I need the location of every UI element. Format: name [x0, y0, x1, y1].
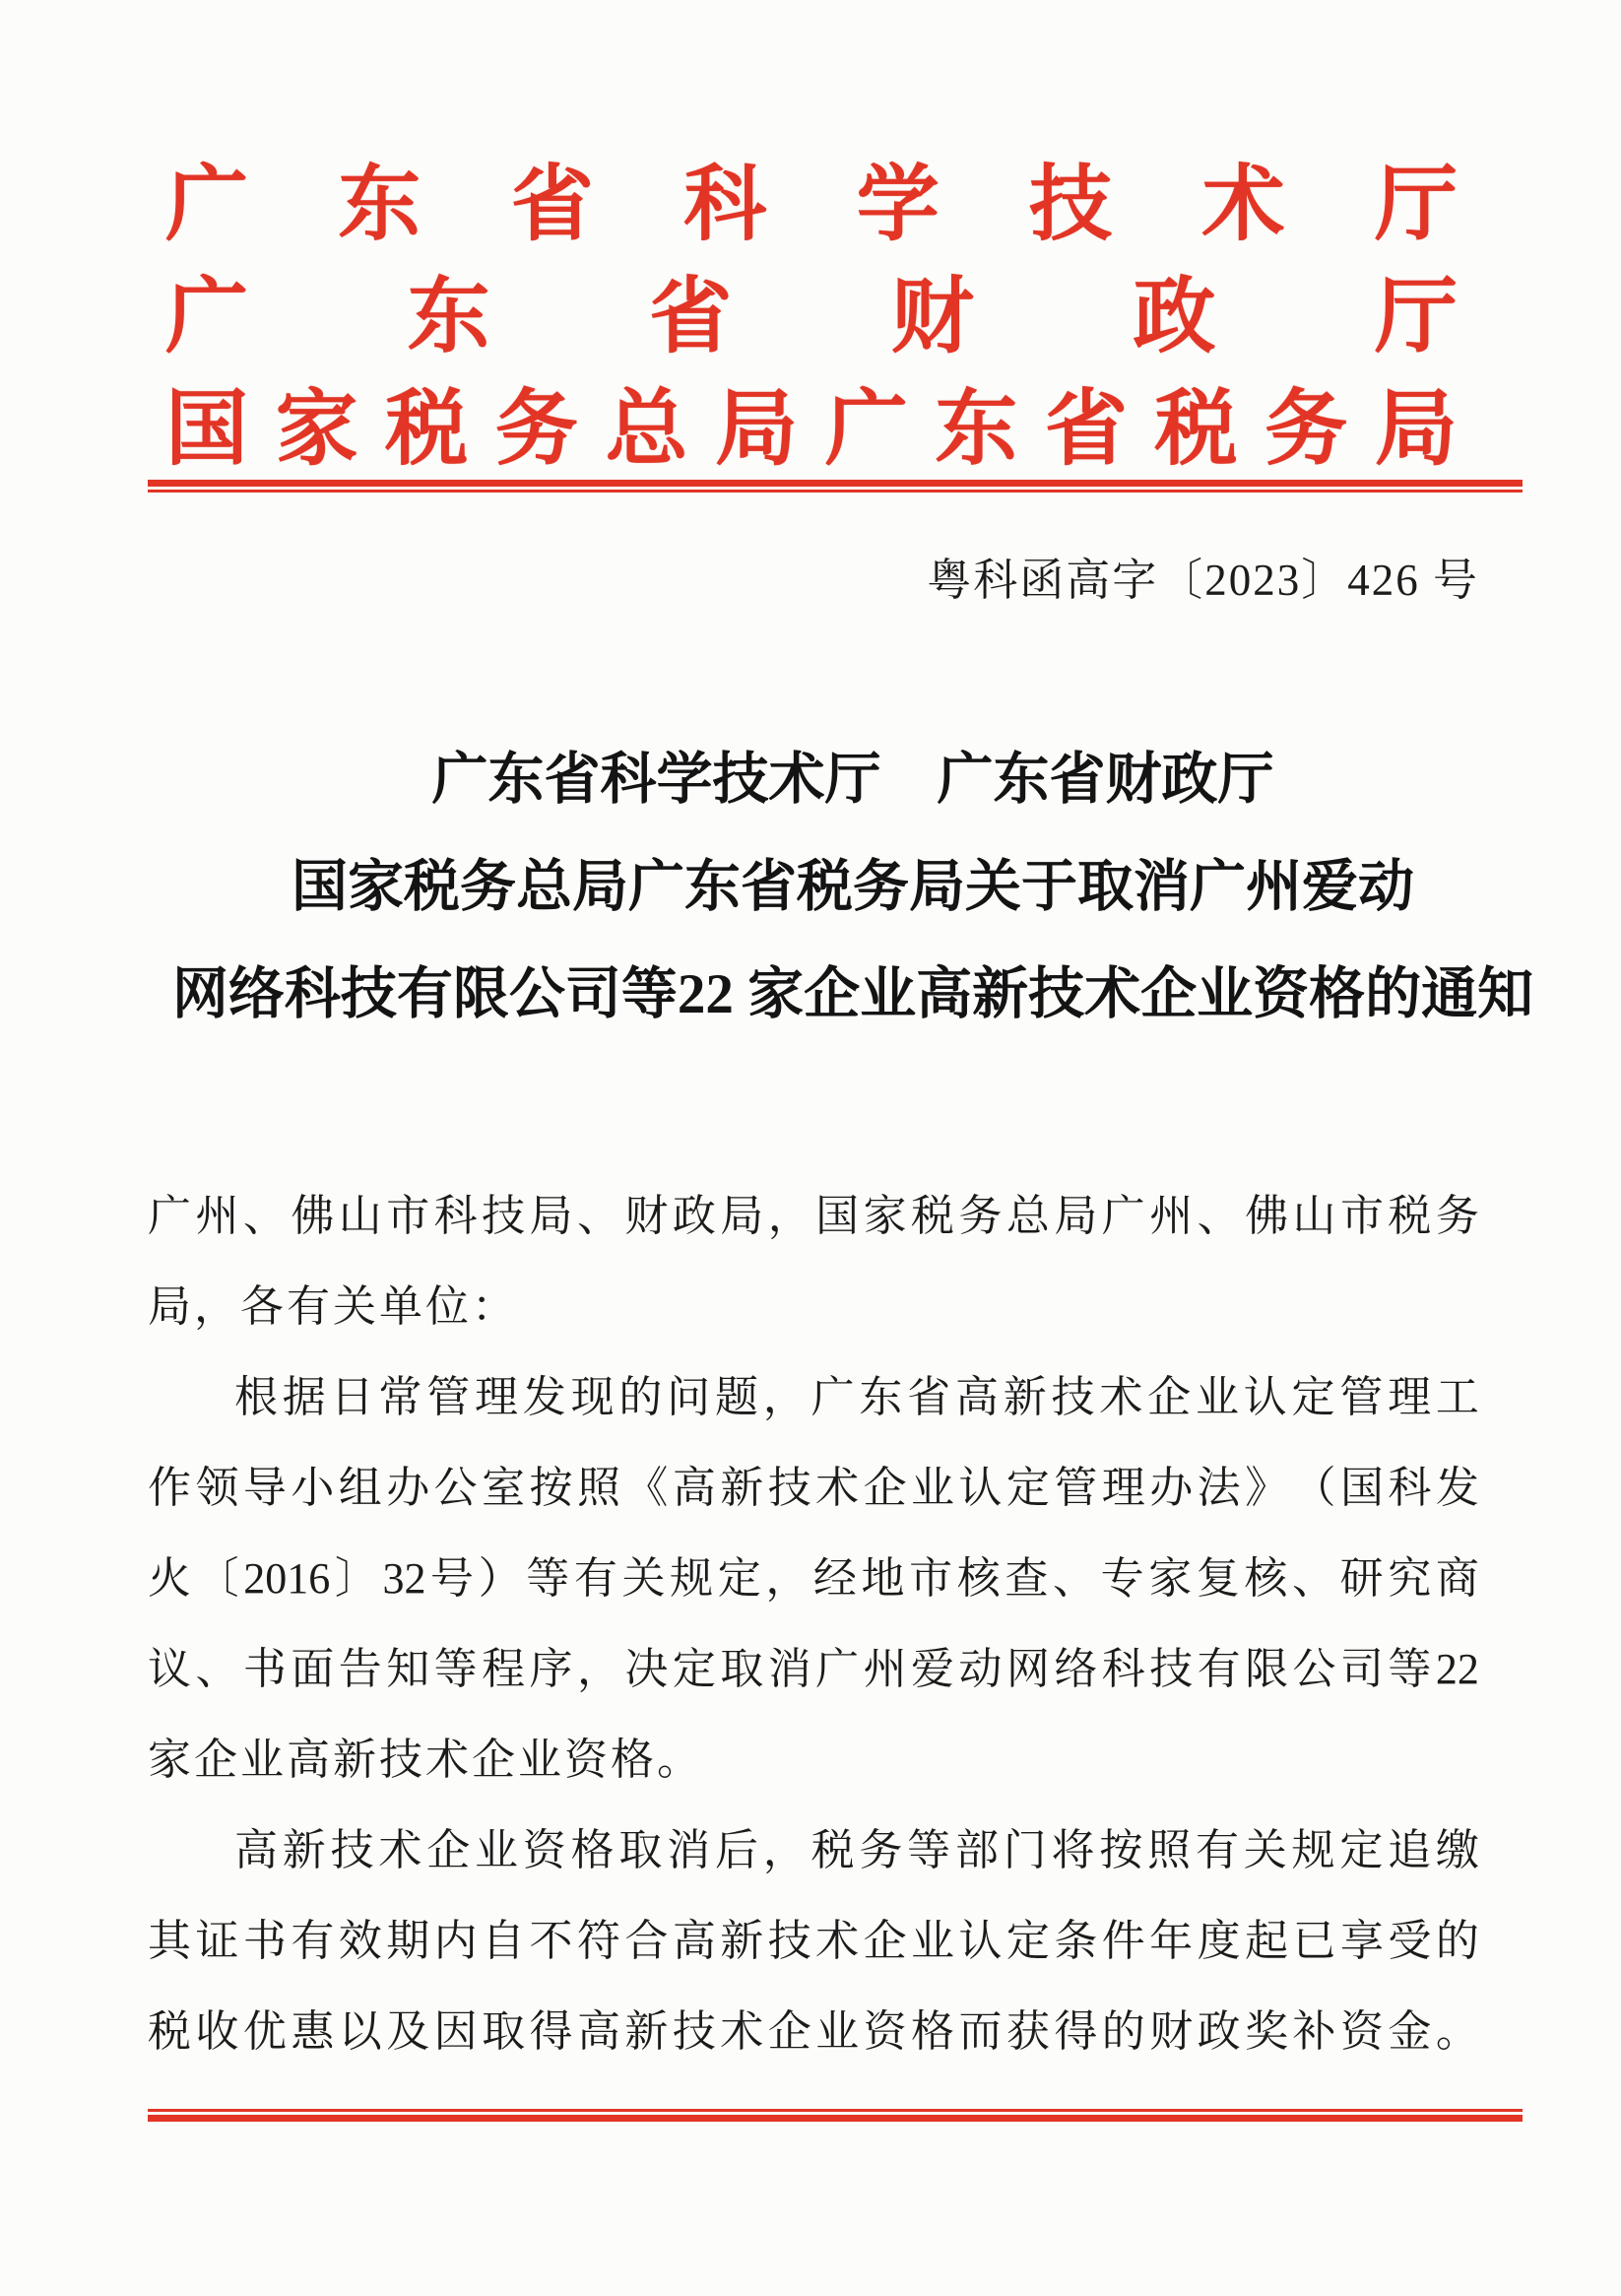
body-text-line: 作 领 导 小 组 办 公 室 按 照 《 高 新 技 术 企 业 认 定 管 理 办 法 》 （ 国 科 发 [148, 1464, 1479, 1512]
title-line-1: 广东省科学技术厅 广东省财政厅 [431, 749, 1274, 811]
red-rule-thick [148, 2115, 1523, 2122]
body-text-line: 局，各有关单位： [148, 1282, 518, 1331]
letterhead-line-3: 国 家 税 务 总 局 广 东 省 税 务 局 [165, 383, 1458, 476]
body-text-line: 议 、 书 面 告 知 等 程 序 ， 决 定 取 消 广 州 爱 动 网 络 科 技 有 限 公 司 等 22 [148, 1645, 1479, 1693]
red-separator-top [148, 480, 1523, 492]
body-text-line: 税 收 优 惠 以 及 因 取 得 高 新 技 术 企 业 资 格 而 获 得 的 财 政 奖 补 资 金 。 [148, 2007, 1479, 2056]
letterhead-line-1: 广 东 省 科 学 技 术 厅 [165, 159, 1458, 251]
body-text-line: 家企业高新技术企业资格。 [148, 1736, 703, 1784]
title-line-3: 网络科技有限公司等22 家企业高新技术企业资格的通知 [171, 963, 1534, 1025]
letterhead-line-2: 广 东 省 财 政 厅 [165, 271, 1458, 363]
body-text-line: 根 据 日 常 管 理 发 现 的 问 题 ， 广 东 省 高 新 技 术 企 业 认 定 管 理 工 [234, 1373, 1479, 1421]
body-text-line: 其 证 书 有 效 期 内 自 不 符 合 高 新 技 术 企 业 认 定 条 件 年 度 起 已 享 受 的 [148, 1917, 1479, 1965]
letterhead [165, 141, 1458, 478]
document-number: 粤科函高字〔2023〕426 号 [927, 556, 1479, 605]
body-text-line: 高 新 技 术 企 业 资 格 取 消 后 ， 税 务 等 部 门 将 按 照 有 关 规 定 追 缴 [234, 1826, 1479, 1874]
body-text-line: 火 〔 2016 〕 32 号 ） 等 有 关 规 定 ， 经 地 市 核 查 、 专 家 复 核 、 研 究 商 [148, 1554, 1479, 1603]
red-separator-bottom [148, 2109, 1523, 2122]
red-rule-thin [148, 490, 1523, 492]
body-text-line: 广 州 、 佛 山 市 科 技 局 、 财 政 局 ， 国 家 税 务 总 局 广 州 、 佛 山 市 税 务 [148, 1192, 1479, 1240]
document-body [148, 1171, 1479, 2077]
document-title [85, 726, 1621, 1048]
red-rule-thick [148, 480, 1523, 487]
title-line-2: 国家税务总局广东省税务局关于取消广州爱动 [292, 856, 1414, 918]
